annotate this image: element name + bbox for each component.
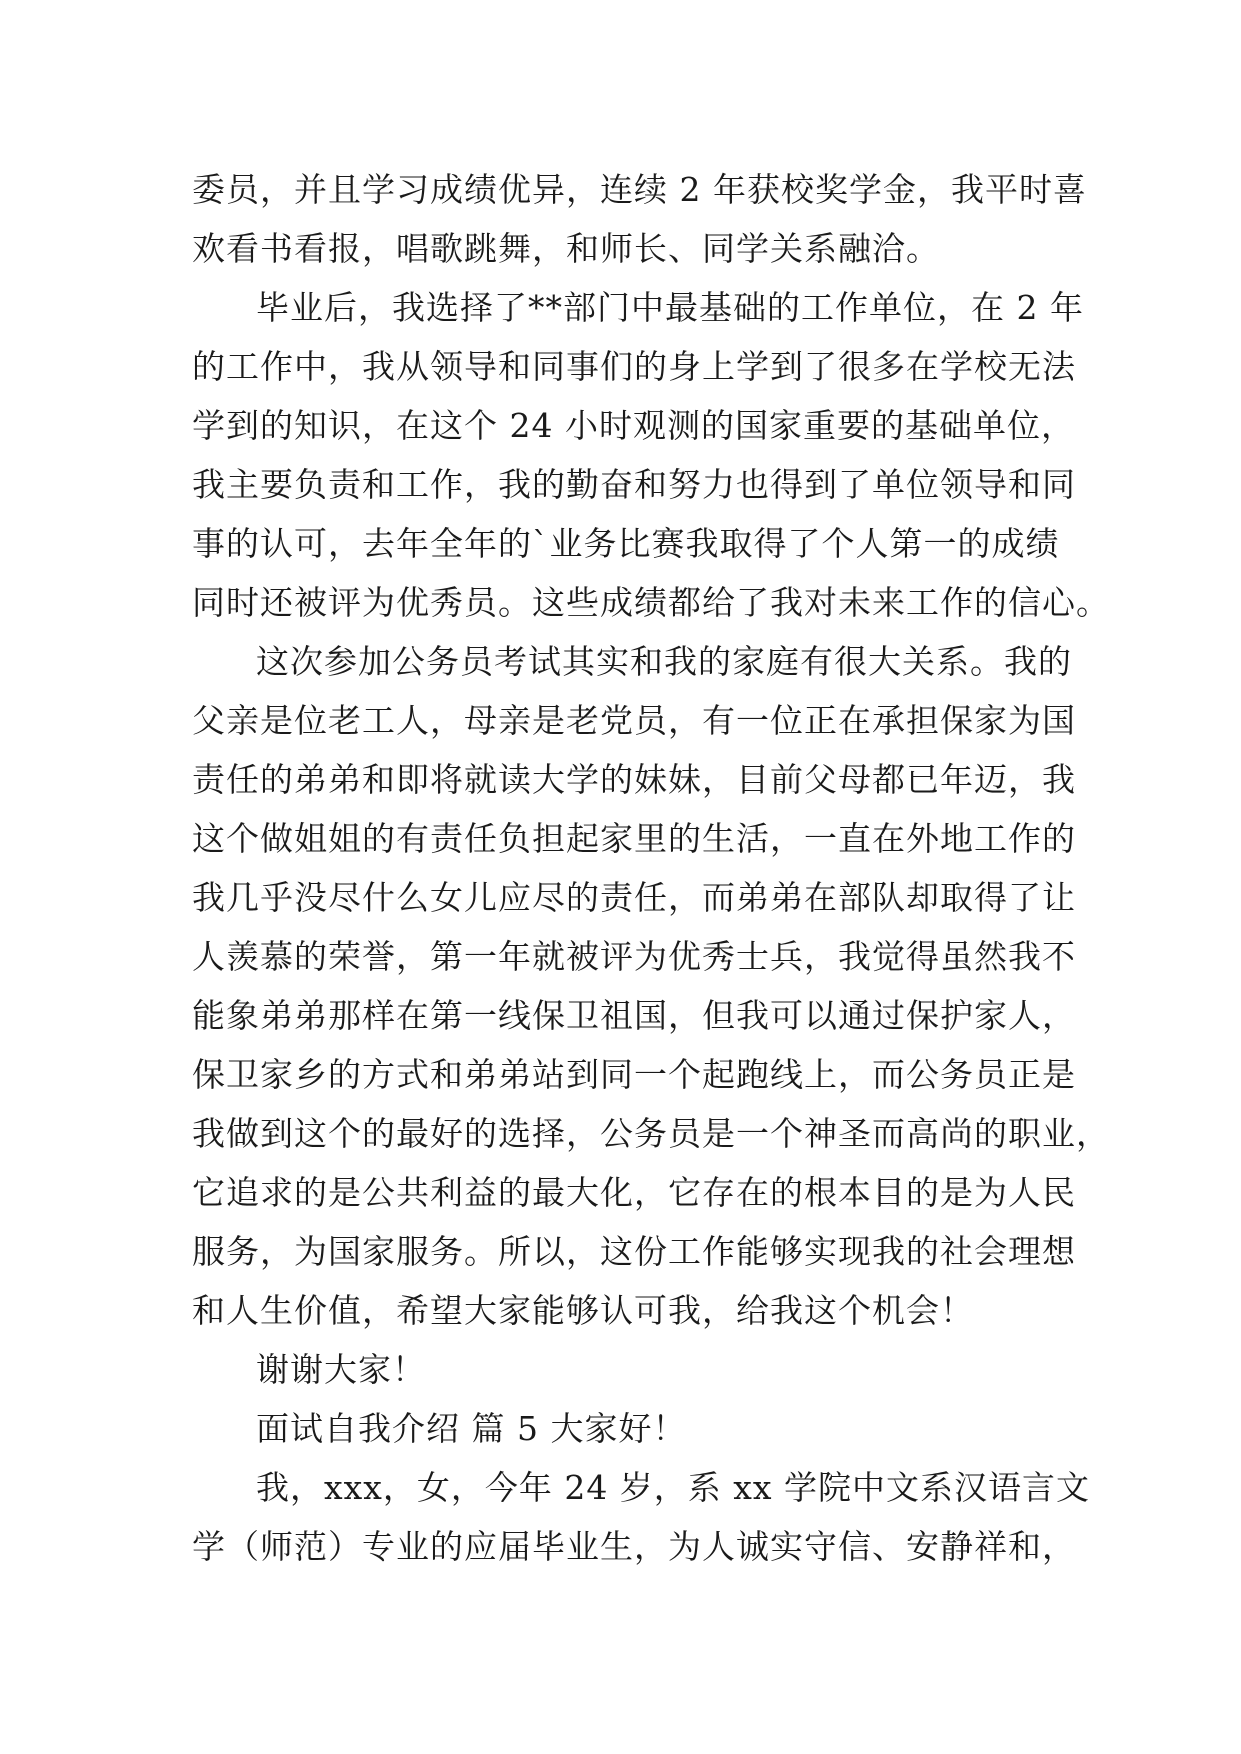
text-line: 同时还被评为优秀员。这些成绩都给了我对未来工作的信心。 [192,583,1110,622]
text-line: 保卫家乡的方式和弟弟站到同一个起跑线上，而公务员正是 [192,1055,1076,1094]
text-line: 学（师范）专业的应届毕业生，为人诚实守信、安静祥和， [192,1527,1076,1566]
document-body [192,160,1110,1576]
text-line: 我，xxx，女，今年 24 岁，系 xx 学院中文系汉语言文 [256,1468,1091,1507]
text-line: 这个做姐姐的有责任负担起家里的生活，一直在外地工作的 [192,819,1076,858]
text-line: 的工作中，我从领导和同事们的身上学到了很多在学校无法 [192,347,1076,386]
text-line: 我做到这个的最好的选择，公务员是一个神圣而高尚的职业， [192,1114,1110,1153]
text-line: 能象弟弟那样在第一线保卫祖国，但我可以通过保护家人， [192,996,1076,1035]
text-line: 责任的弟弟和即将就读大学的妹妹，目前父母都已年迈，我 [192,760,1076,799]
closing-line: 谢谢大家！ [256,1350,426,1389]
text-line: 学到的知识，在这个 24 小时观测的国家重要的基础单位， [192,406,1075,445]
text-line: 我主要负责和工作，我的勤奋和努力也得到了单位领导和同 [192,465,1076,504]
text-line: 父亲是位老工人，母亲是老党员，有一位正在承担保家为国 [192,701,1076,740]
text-line: 它追求的是公共利益的最大化，它存在的根本目的是为人民 [192,1173,1076,1212]
text-line: 我几乎没尽什么女儿应尽的责任，而弟弟在部队却取得了让 [192,878,1076,917]
text-line: 这次参加公务员考试其实和我的家庭有很大关系。我的 [256,642,1072,681]
text-line: 人羡慕的荣誉，第一年就被评为优秀士兵，我觉得虽然我不 [192,937,1076,976]
text-line: 委员，并且学习成绩优异，连续 2 年获校奖学金，我平时喜 [192,170,1087,209]
text-line: 毕业后，我选择了**部门中最基础的工作单位，在 2 年 [256,288,1084,327]
section-heading: 面试自我介绍 篇 5 大家好！ [256,1409,687,1448]
text-line: 欢看书看报，唱歌跳舞，和师长、同学关系融洽。 [192,229,940,268]
text-line: 服务，为国家服务。所以，这份工作能够实现我的社会理想 [192,1232,1076,1271]
text-line: 事的认可，去年全年的`业务比赛我取得了个人第一的成绩 [192,524,1060,563]
text-line: 和人生价值，希望大家能够认可我，给我这个机会！ [192,1291,974,1330]
